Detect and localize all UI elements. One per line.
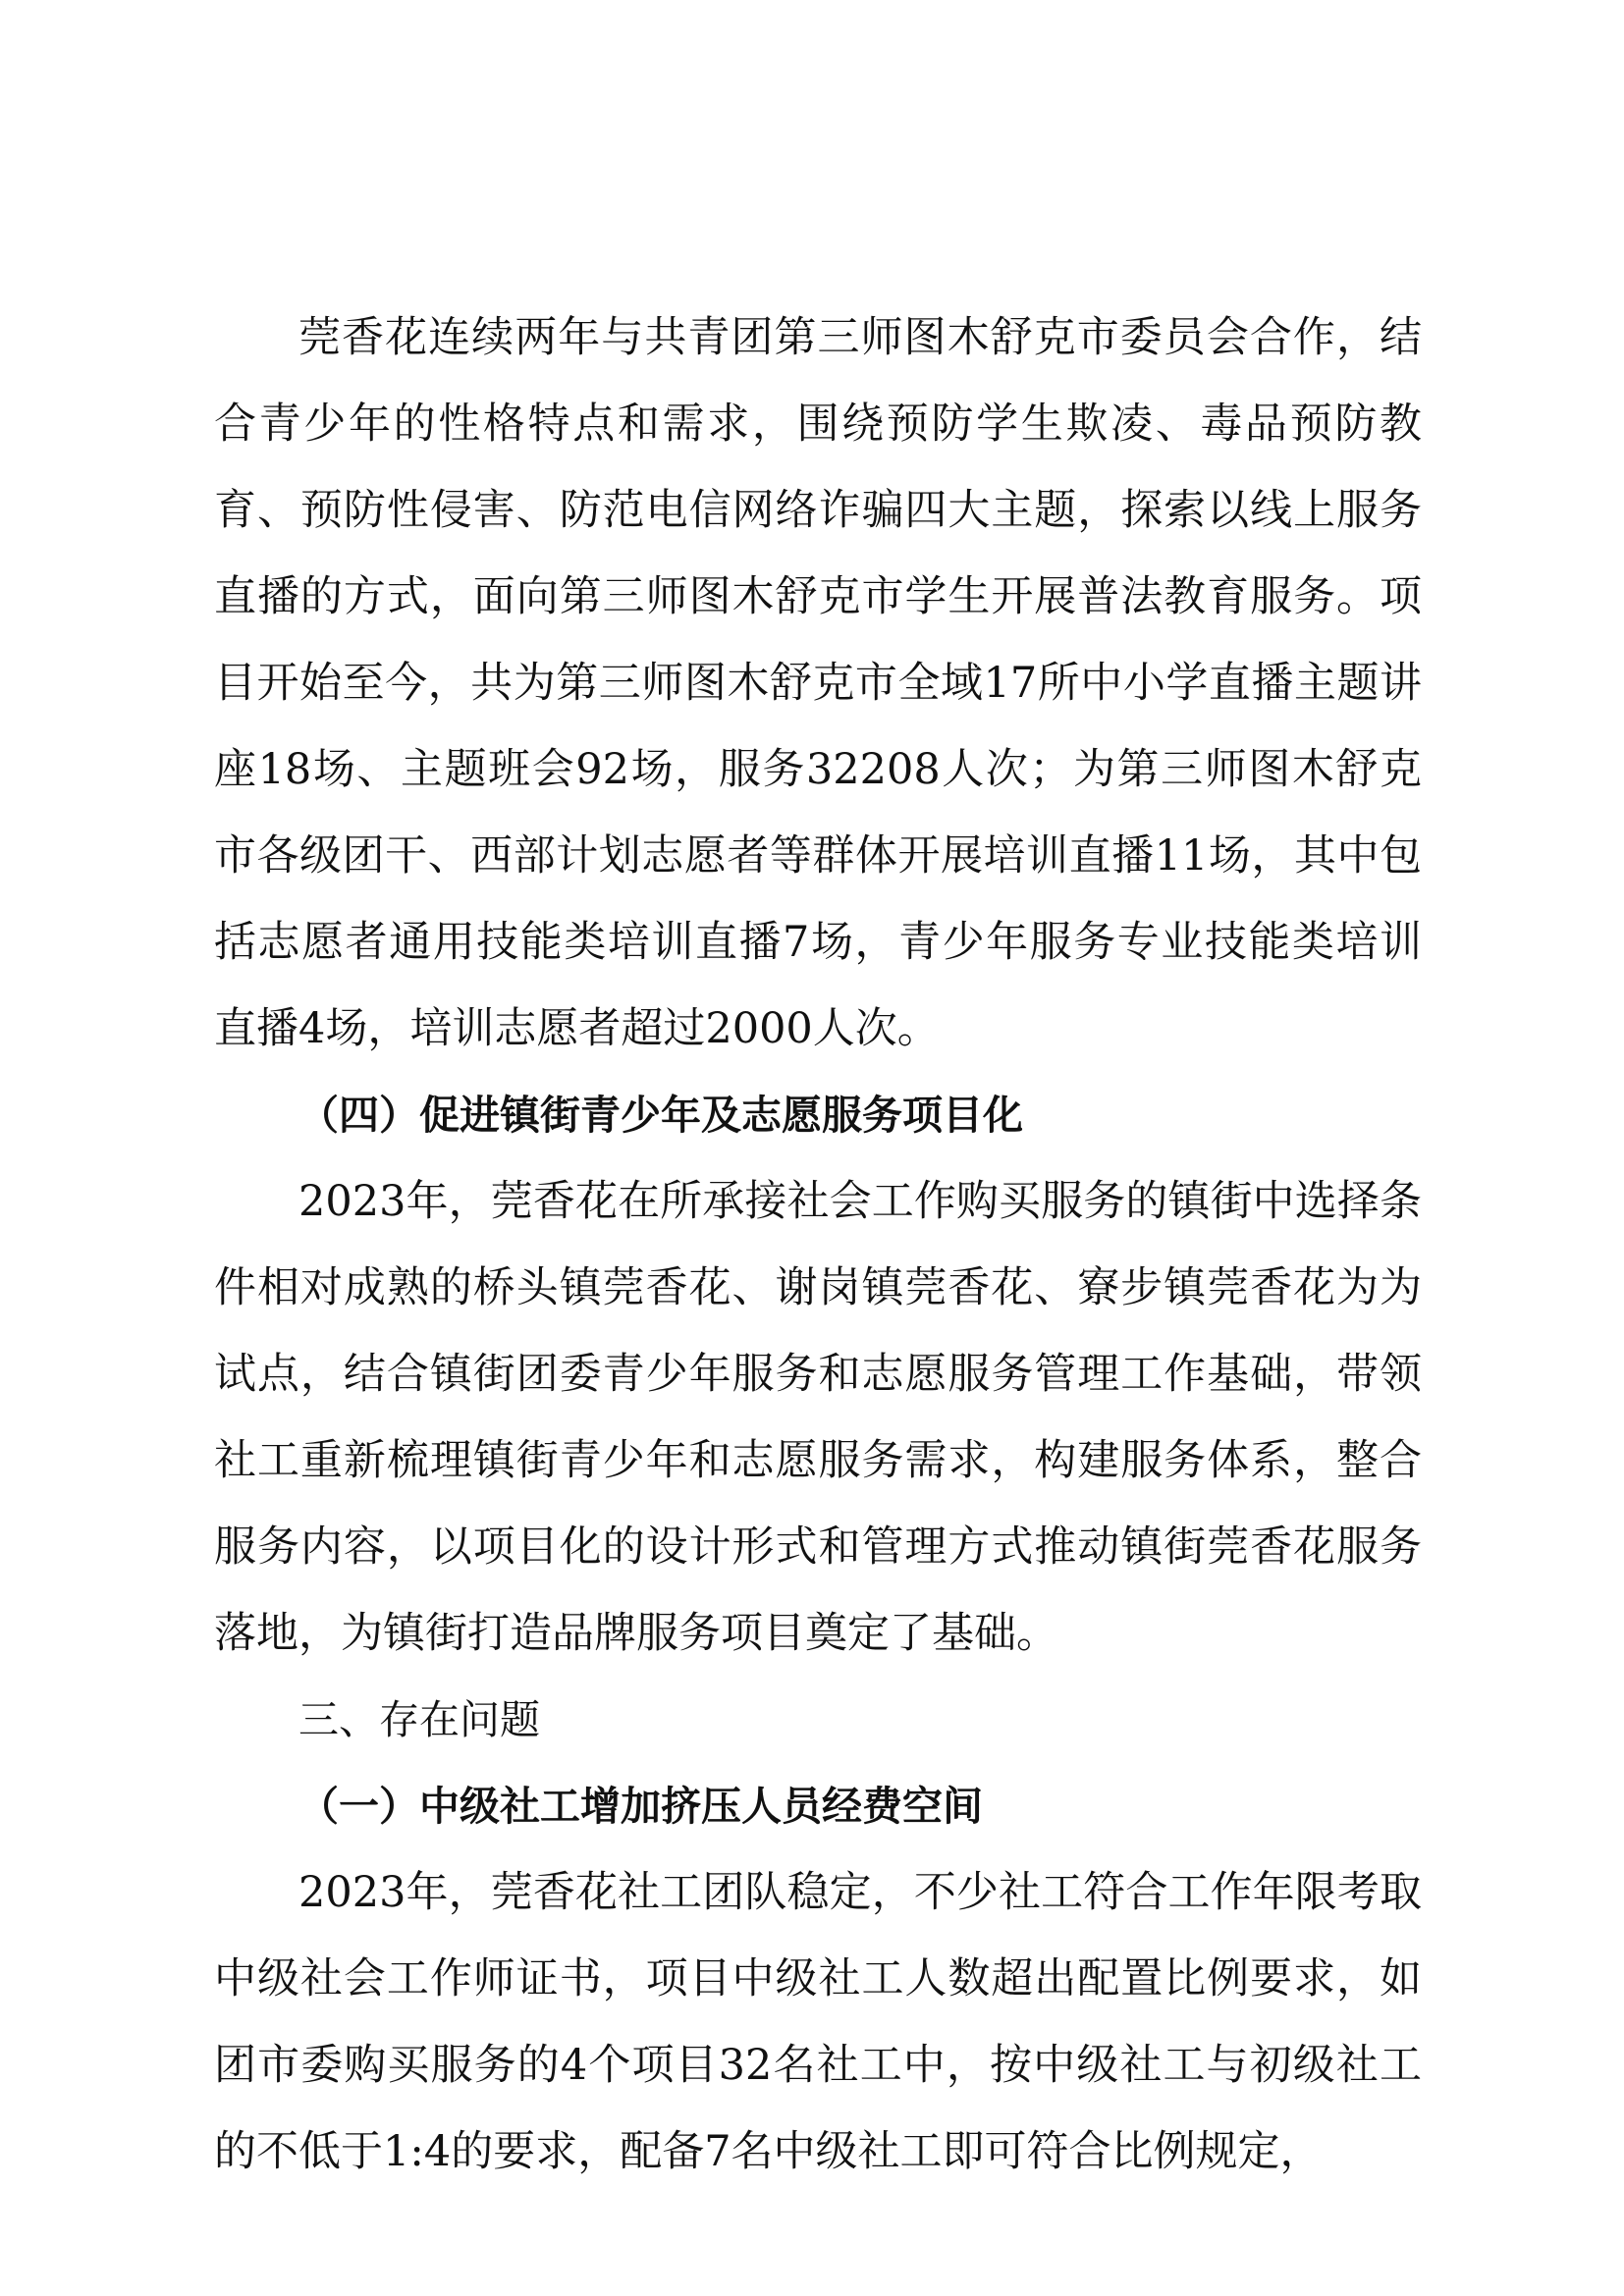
paragraph-livestream-education: 莞香花连续两年与共青团第三师图木舒克市委员会合作，结合青少年的性格特点和需求，围绕预防学生欺凌、毒品预防教育、预防性侵害、防范电信网络诈骗四大主题，探索以线上服务直播的方式，面向第三师图木舒克市学生开展普法教育服务。项目开始至今，共为第三师图木舒克市全域17所中小学直播主题讲座18场、主题班会92场，服务32208人次；为第三师图木舒克市各级团干、西部计划志愿者等群体开展培训直播11场，其中包括志愿者通用技能类培训直播7场，青少年服务专业技能类培训直播4场，培训志愿者超过2000人次。	[214, 313, 1422, 1053]
chapter-heading-issues: 三、存在问题	[298, 1696, 540, 1743]
paragraph-senior-social-workers: 2023年，莞香花社工团队稳定，不少社工符合工作年限考取中级社会工作师证书，项目中级社工人数超出配置比例要求，如团市委购买服务的4个项目32名社工中，按中级社工与初级社工的不低于1:4的要求，配备7名中级社工即可符合比例规定，	[214, 1868, 1422, 2176]
section-heading-one: （一）中级社工增加挤压人员经费空间	[298, 1783, 983, 1830]
section-heading-four: （四）促进镇街青少年及志愿服务项目化	[298, 1092, 1023, 1139]
paragraph-town-projects: 2023年，莞香花在所承接社会工作购买服务的镇街中选择条件相对成熟的桥头镇莞香花、谢岗镇莞香花、寮步镇莞香花为为试点，结合镇街团委青少年服务和志愿服务管理工作基础，带领社工重新梳理镇街青少年和志愿服务需求，构建服务体系，整合服务内容，以项目化的设计形式和管理方式推动镇街莞香花服务落地，为镇街打造品牌服务项目奠定了基础。	[214, 1177, 1422, 1658]
document-body	[214, 294, 1422, 2195]
